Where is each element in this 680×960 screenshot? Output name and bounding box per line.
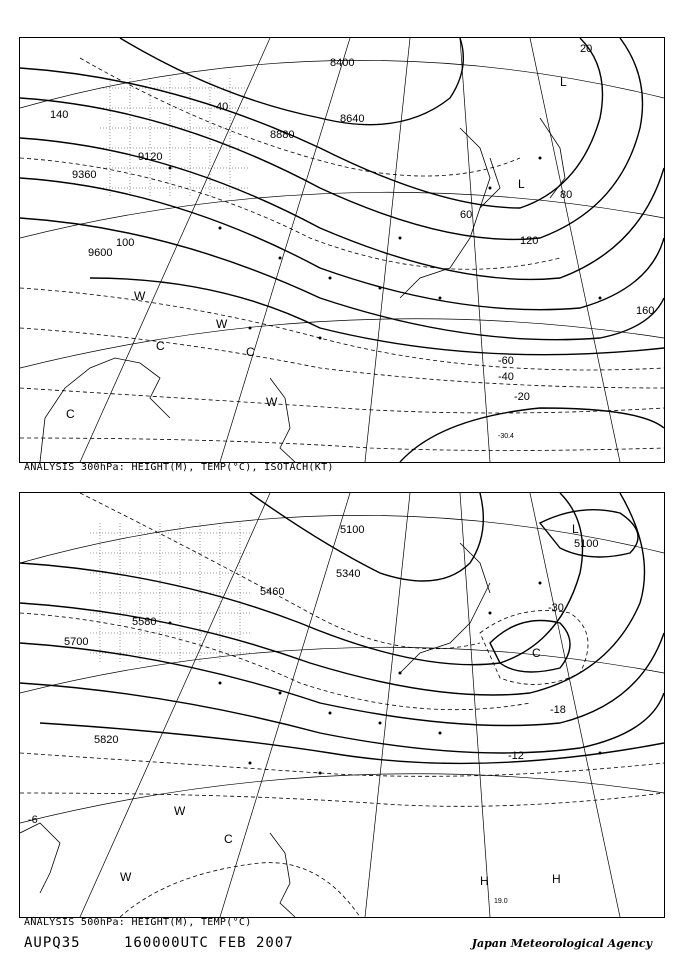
height-label: 9120	[138, 151, 163, 163]
height-label: 8400	[330, 57, 355, 69]
station-value: -30.4	[498, 433, 514, 440]
height-contours	[20, 38, 664, 462]
warm-centre: W	[266, 395, 278, 409]
temp-contours	[20, 493, 664, 917]
isotach-label: 60	[460, 209, 473, 221]
station-value: 19.0	[494, 898, 508, 905]
height-label: 5580	[132, 616, 157, 628]
hatched-region	[100, 78, 250, 198]
height-label: 5100	[574, 538, 599, 550]
hatched-region	[90, 523, 250, 663]
station-plots	[169, 157, 602, 340]
height-label: 8640	[340, 113, 365, 125]
height-label: 5100	[340, 524, 365, 536]
chart-identifier: AUPQ35	[24, 935, 81, 951]
agency-credit: Japan Meteorological Agency	[471, 937, 652, 950]
low-centre: L	[560, 75, 567, 89]
isotach-label: 160	[636, 305, 655, 317]
map-panel-300hpa	[19, 37, 665, 463]
low-centre: L	[518, 177, 525, 191]
low-centre: L	[572, 522, 579, 536]
caption-500hpa: ANALYSIS 500hPa: HEIGHT(M), TEMP(°C)	[24, 917, 252, 928]
temp-label: -18	[550, 704, 566, 716]
cold-centre: C	[224, 832, 233, 846]
warm-centre: W	[120, 870, 132, 884]
temp-label: -6	[28, 814, 38, 826]
isotach-label: 120	[520, 235, 539, 247]
valid-time: 160000UTC FEB 2007	[124, 935, 294, 951]
height-label: 9360	[72, 169, 97, 181]
temp-label: -60	[498, 355, 514, 367]
isotach-label: 40	[216, 101, 229, 113]
coastline	[20, 543, 490, 917]
high-centre: H	[552, 872, 561, 886]
isotach-label: 140	[50, 109, 69, 121]
cold-centre: C	[532, 646, 541, 660]
graticule	[20, 38, 664, 462]
graticule	[20, 493, 664, 917]
warm-centre: W	[174, 804, 186, 818]
height-label: 5820	[94, 734, 119, 746]
isotach-label: 100	[116, 237, 135, 249]
isotach-label: 80	[560, 189, 573, 201]
caption-300hpa: ANALYSIS 300hPa: HEIGHT(M), TEMP(°C), ISOTACH(KT)	[24, 462, 334, 473]
height-label: 8880	[270, 129, 295, 141]
temp-label: -20	[514, 391, 530, 403]
cold-centre: C	[66, 407, 75, 421]
map-300hpa-canvas	[20, 38, 664, 462]
warm-centre: W	[134, 289, 146, 303]
height-label: 5700	[64, 636, 89, 648]
isotach-label: 20	[580, 43, 593, 55]
height-label: 9600	[88, 247, 113, 259]
high-centre: H	[480, 874, 489, 888]
temp-label: -40	[498, 371, 514, 383]
warm-centre: W	[216, 317, 228, 331]
map-500hpa-canvas	[20, 493, 664, 917]
cold-centre: C	[156, 339, 165, 353]
temp-label: -30	[548, 602, 564, 614]
temp-label: -12	[508, 750, 524, 762]
height-label: 5340	[336, 568, 361, 580]
height-label: 5460	[260, 586, 285, 598]
map-panel-500hpa	[19, 492, 665, 918]
cold-centre: C	[246, 345, 255, 359]
